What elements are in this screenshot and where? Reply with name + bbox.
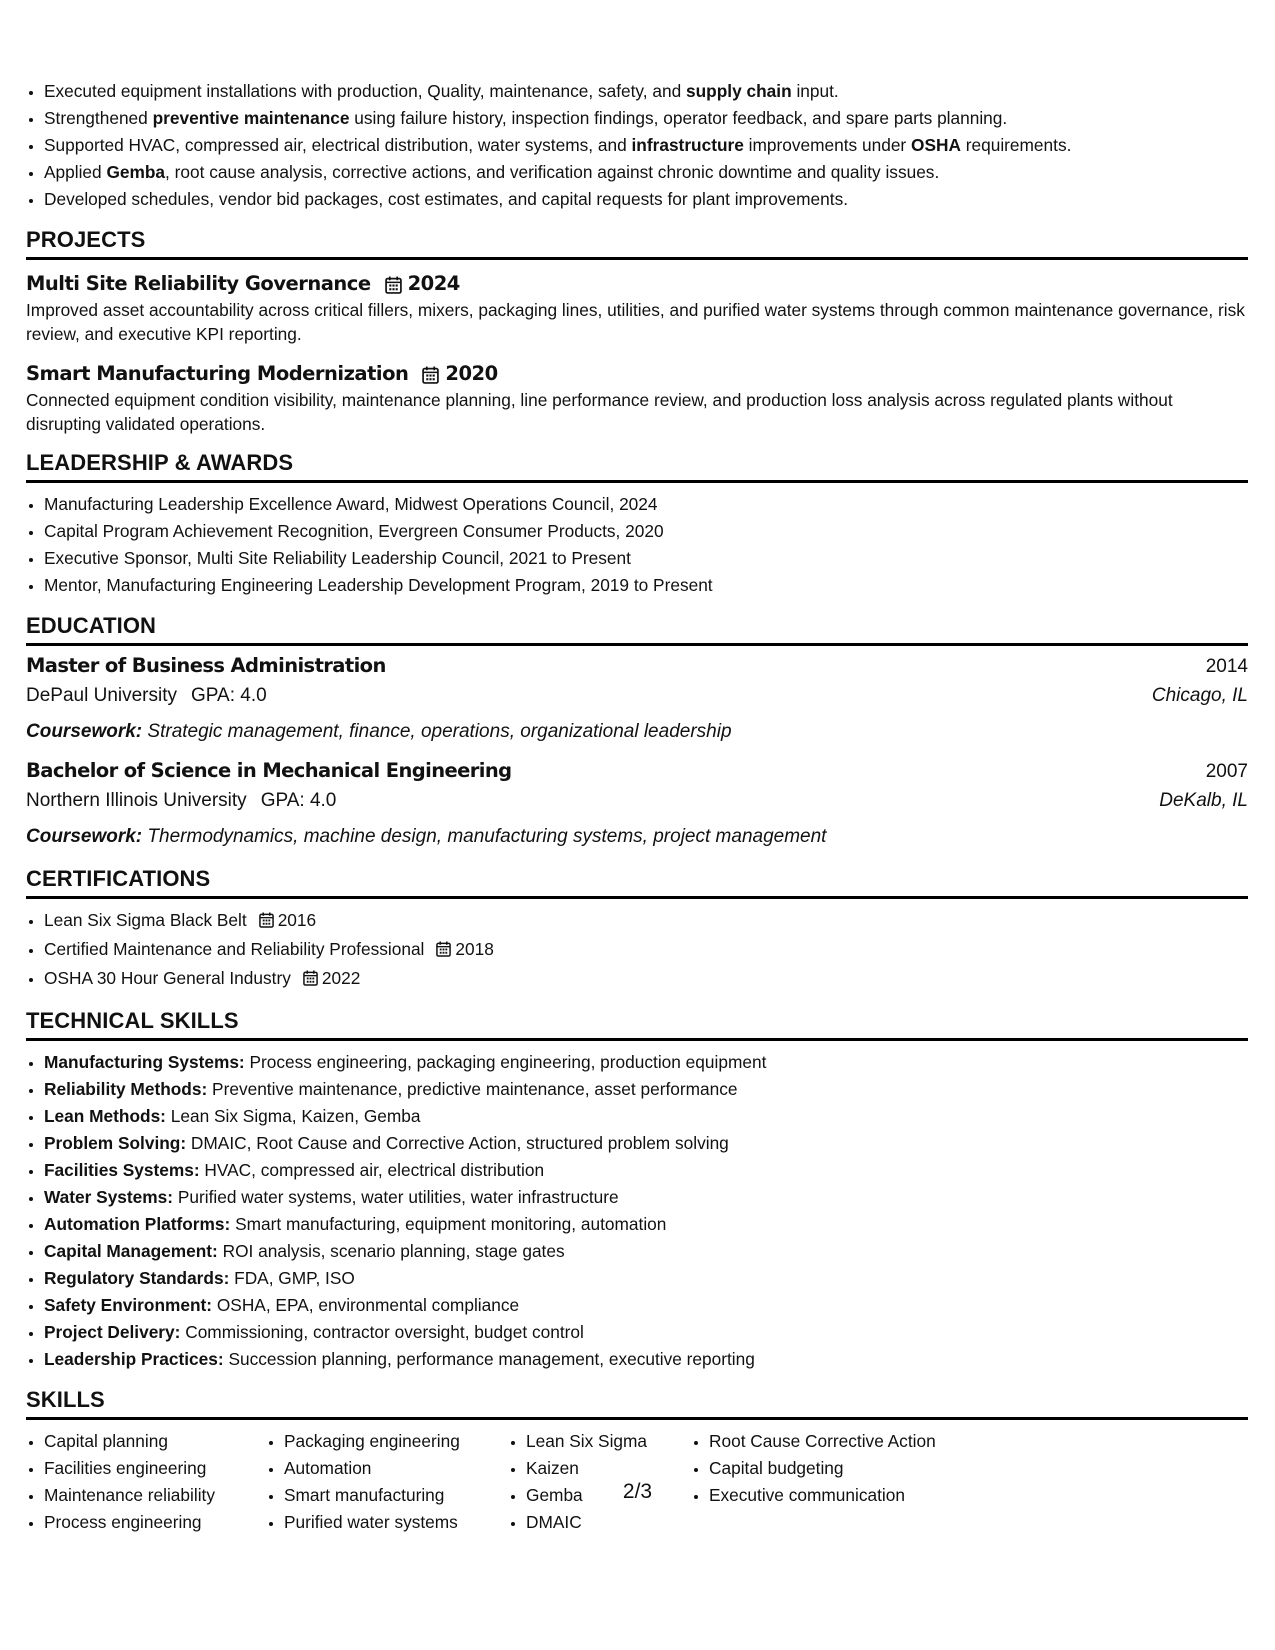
gpa: GPA: 4.0	[191, 685, 267, 706]
cert-name: Lean Six Sigma Black Belt	[44, 910, 247, 930]
skill-values: DMAIC, Root Cause and Corrective Action, structured problem solving	[190, 1133, 729, 1153]
skill-category: Facilities Systems:	[44, 1160, 200, 1180]
list-item	[44, 1265, 1248, 1292]
page-number: 2/3	[622, 1480, 653, 1503]
list-item	[44, 1184, 1248, 1211]
list-item	[44, 1157, 1248, 1184]
list-item: • Packaging engineering	[284, 1428, 508, 1455]
projects-section	[26, 227, 1248, 436]
skill-values: Lean Six Sigma, Kaizen, Gemba	[170, 1106, 421, 1126]
list-item	[44, 1319, 1248, 1346]
skill-category: Lean Methods:	[44, 1106, 166, 1126]
section-title: SKILLS	[26, 1387, 1248, 1420]
technical-skills-list	[26, 1049, 1248, 1373]
list-item: • Process engineering	[44, 1509, 266, 1536]
list-item: • Purified water systems	[284, 1509, 508, 1536]
coursework: Strategic management, finance, operations, organizational leadership	[147, 721, 732, 742]
degree: Bachelor of Science in Mechanical Engineering	[26, 759, 512, 782]
school-name: DePaul University	[26, 685, 177, 706]
education-section	[26, 613, 1248, 852]
skill-category: Manufacturing Systems:	[44, 1052, 245, 1072]
project-description: Improved asset accountability across critical fillers, mixers, packaging lines, utilities, and purified water systems through common maintenance governance, risk review, and executive KPI reporting.	[26, 300, 1245, 344]
list-item: • Executed equipment installations with production, Quality, maintenance, safety, and supply chain input.	[44, 78, 1248, 105]
gpa: GPA: 4.0	[260, 790, 337, 811]
list-item	[44, 1292, 1248, 1319]
list-item: • Root Cause Corrective Action	[709, 1428, 1009, 1455]
project-item	[26, 268, 1248, 346]
list-item	[44, 1238, 1248, 1265]
leadership-section	[26, 450, 1248, 599]
list-item	[44, 1346, 1248, 1373]
list-item: • Gemba	[526, 1482, 691, 1509]
graduation-year: 2007	[1205, 761, 1248, 782]
section-title: TECHNICAL SKILLS	[26, 1008, 1248, 1041]
skill-values: Commissioning, contractor oversight, budget control	[185, 1322, 584, 1342]
calendar-icon	[303, 967, 318, 994]
calendar-icon	[385, 276, 400, 291]
list-item: • Applied Gemba, root cause analysis, corrective actions, and verification against chronic downtime and quality issues.	[44, 159, 1248, 186]
certifications-section	[26, 866, 1248, 994]
skill-values: Process engineering, packaging engineering, production equipment	[249, 1052, 767, 1072]
skill-category: Safety Environment:	[44, 1295, 213, 1315]
list-item	[44, 907, 1248, 936]
cert-name: Certified Maintenance and Reliability Professional	[44, 939, 425, 959]
skills-section	[26, 1387, 1248, 1536]
skill-values: Succession planning, performance management, executive reporting	[228, 1349, 755, 1369]
project-item	[26, 358, 1248, 436]
cert-year: 2016	[277, 910, 317, 930]
list-item: • Developed schedules, vendor bid packages, cost estimates, and capital requests for plant improvements.	[44, 186, 1248, 213]
skill-category: Reliability Methods:	[44, 1079, 208, 1099]
skill-category: Automation Platforms:	[44, 1214, 231, 1234]
cert-year: 2018	[455, 939, 494, 959]
list-item	[44, 1076, 1248, 1103]
list-item	[44, 1130, 1248, 1157]
project-year: 2020	[445, 361, 498, 385]
skill-values: Smart manufacturing, equipment monitoring, automation	[235, 1214, 667, 1234]
section-title: CERTIFICATIONS	[26, 866, 1248, 899]
certifications-list	[26, 907, 1248, 994]
school-name: Northern Illinois University	[26, 790, 247, 811]
list-item	[44, 1103, 1248, 1130]
resume-page	[26, 78, 1248, 1550]
list-item: • Strengthened preventive maintenance using failure history, inspection findings, operator feedback, and spare parts planning.	[44, 105, 1248, 132]
list-item: • Smart manufacturing	[284, 1482, 508, 1509]
calendar-icon	[259, 909, 274, 936]
skill-category: Problem Solving:	[44, 1133, 187, 1153]
list-item: • Supported HVAC, compressed air, electrical distribution, water systems, and infrastructure improvements under OSHA requirements.	[44, 132, 1248, 159]
skill-values: FDA, GMP, ISO	[234, 1268, 355, 1288]
list-item	[44, 1211, 1248, 1238]
calendar-icon	[436, 938, 451, 965]
section-title: LEADERSHIP & AWARDS	[26, 450, 1248, 483]
coursework-label: Coursework:	[26, 721, 143, 742]
skill-category: Capital Management:	[44, 1241, 218, 1261]
skill-values: ROI analysis, scenario planning, stage gates	[222, 1241, 565, 1261]
list-item: • Capital planning	[44, 1428, 266, 1455]
experience-bullets	[26, 78, 1248, 213]
skill-values: OSHA, EPA, environmental compliance	[216, 1295, 520, 1315]
degree: Master of Business Administration	[26, 654, 386, 677]
project-year: 2024	[407, 271, 460, 295]
list-item: • Maintenance reliability	[44, 1482, 266, 1509]
section-title: EDUCATION	[26, 613, 1248, 646]
location: Chicago, IL	[1151, 685, 1248, 706]
list-item	[44, 965, 1248, 994]
leadership-list	[26, 491, 1248, 599]
coursework: Thermodynamics, machine design, manufacturing systems, project management	[147, 826, 827, 847]
education-item	[26, 654, 1248, 747]
skill-category: Regulatory Standards:	[44, 1268, 230, 1288]
location: DeKalb, IL	[1159, 790, 1248, 811]
list-item: • DMAIC	[526, 1509, 691, 1536]
cert-name: OSHA 30 Hour General Industry	[44, 968, 291, 988]
technical-skills-section	[26, 1008, 1248, 1373]
coursework-label: Coursework:	[26, 826, 143, 847]
list-item: • Automation	[284, 1455, 508, 1482]
education-item	[26, 759, 1248, 852]
list-item: • Lean Six Sigma	[526, 1428, 691, 1455]
list-item	[44, 936, 1248, 965]
project-name: Multi Site Reliability Governance	[26, 271, 371, 295]
skill-values: HVAC, compressed air, electrical distribution	[204, 1160, 545, 1180]
list-item: • Capital budgeting	[709, 1455, 1009, 1482]
list-item: • Capital Program Achievement Recognition, Evergreen Consumer Products, 2020	[44, 518, 1248, 545]
list-item: • Facilities engineering	[44, 1455, 266, 1482]
graduation-year: 2014	[1205, 656, 1248, 677]
list-item	[44, 1049, 1248, 1076]
skill-category: Project Delivery:	[44, 1322, 181, 1342]
cert-year: 2022	[321, 968, 361, 988]
project-description: Connected equipment condition visibility, maintenance planning, line performance review, and production loss analysis across regulated plants without disrupting validated operations.	[26, 390, 1173, 434]
list-item: • Executive communication	[709, 1482, 1009, 1509]
project-name: Smart Manufacturing Modernization	[26, 361, 409, 385]
skill-values: Purified water systems, water utilities, water infrastructure	[177, 1187, 619, 1207]
list-item: • Manufacturing Leadership Excellence Award, Midwest Operations Council, 2024	[44, 491, 1248, 518]
list-item: • Mentor, Manufacturing Engineering Leadership Development Program, 2019 to Present	[44, 572, 1248, 599]
list-item: • Kaizen	[526, 1455, 691, 1482]
list-item: • Executive Sponsor, Multi Site Reliability Leadership Council, 2021 to Present	[44, 545, 1248, 572]
calendar-icon	[422, 366, 437, 381]
section-title: PROJECTS	[26, 227, 1248, 260]
skill-values: Preventive maintenance, predictive maintenance, asset performance	[212, 1079, 738, 1099]
skill-category: Water Systems:	[44, 1187, 174, 1207]
skill-category: Leadership Practices:	[44, 1349, 224, 1369]
